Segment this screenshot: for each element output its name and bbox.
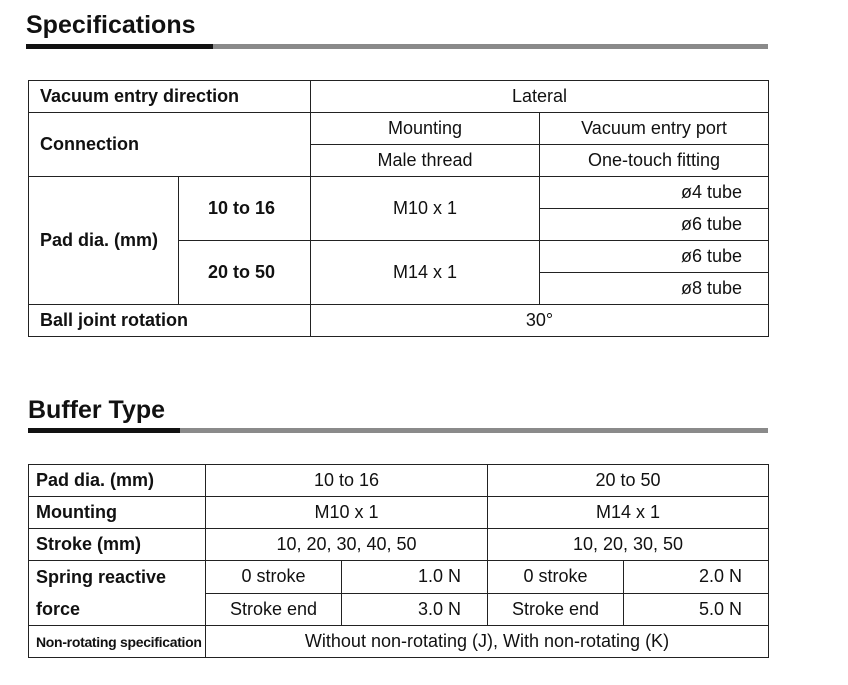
ball-joint-rotation-value: 30° (311, 305, 769, 337)
spring-force-state: 0 stroke (488, 561, 624, 594)
buffer-pad-dia-col2: 20 to 50 (488, 465, 769, 497)
pad-dia-range: 10 to 16 (179, 177, 311, 241)
connection-mounting-value: Male thread (311, 145, 540, 177)
buffer-stroke-label: Stroke (mm) (29, 529, 206, 561)
buffer-pad-dia-label: Pad dia. (mm) (29, 465, 206, 497)
non-rotating-label: Non-rotating specification (29, 626, 206, 658)
table-row (29, 561, 769, 594)
vacuum-entry-direction-label: Vacuum entry direction (29, 81, 311, 113)
pad-dia-range: 20 to 50 (179, 241, 311, 305)
table-row (29, 177, 769, 209)
pad-dia-thread: M14 x 1 (311, 241, 540, 305)
specifications-title: Specifications (26, 11, 196, 39)
pad-dia-tube: ø8 tube (540, 273, 769, 305)
connection-vacuum-port-header: Vacuum entry port (540, 113, 769, 145)
buffer-type-title: Buffer Type (28, 396, 166, 424)
pad-dia-tube: ø6 tube (540, 209, 769, 241)
buffer-type-table (28, 464, 769, 658)
spring-force-label-line2: force (29, 593, 206, 626)
specifications-table (28, 80, 769, 337)
table-row (29, 113, 769, 145)
spring-force-value: 3.0 N (342, 593, 488, 626)
spring-force-state: Stroke end (488, 593, 624, 626)
buffer-pad-dia-col1: 10 to 16 (206, 465, 488, 497)
specifications-title-rule (26, 44, 768, 49)
pad-dia-tube: ø4 tube (540, 177, 769, 209)
non-rotating-value: Without non-rotating (J), With non-rotating (K) (206, 626, 769, 658)
spring-force-value: 1.0 N (342, 561, 488, 594)
buffer-stroke-col1: 10, 20, 30, 40, 50 (206, 529, 488, 561)
table-row (29, 529, 769, 561)
spring-force-label-line1: Spring reactive (29, 561, 206, 594)
pad-dia-tube: ø6 tube (540, 241, 769, 273)
connection-mounting-header: Mounting (311, 113, 540, 145)
connection-vacuum-port-value: One-touch fitting (540, 145, 769, 177)
vacuum-entry-direction-value: Lateral (311, 81, 769, 113)
spring-force-state: 0 stroke (206, 561, 342, 594)
spring-force-value: 2.0 N (624, 561, 769, 594)
buffer-type-title-rule (28, 428, 768, 433)
pad-dia-thread: M10 x 1 (311, 177, 540, 241)
buffer-mounting-col1: M10 x 1 (206, 497, 488, 529)
table-row (29, 465, 769, 497)
buffer-mounting-col2: M14 x 1 (488, 497, 769, 529)
buffer-stroke-col2: 10, 20, 30, 50 (488, 529, 769, 561)
ball-joint-rotation-label: Ball joint rotation (29, 305, 311, 337)
pad-dia-label: Pad dia. (mm) (29, 177, 179, 305)
spring-force-value: 5.0 N (624, 593, 769, 626)
buffer-mounting-label: Mounting (29, 497, 206, 529)
table-row (29, 626, 769, 658)
spring-force-state: Stroke end (206, 593, 342, 626)
table-row (29, 497, 769, 529)
table-row (29, 593, 769, 626)
table-row (29, 81, 769, 113)
table-row (29, 305, 769, 337)
connection-label: Connection (29, 113, 311, 177)
